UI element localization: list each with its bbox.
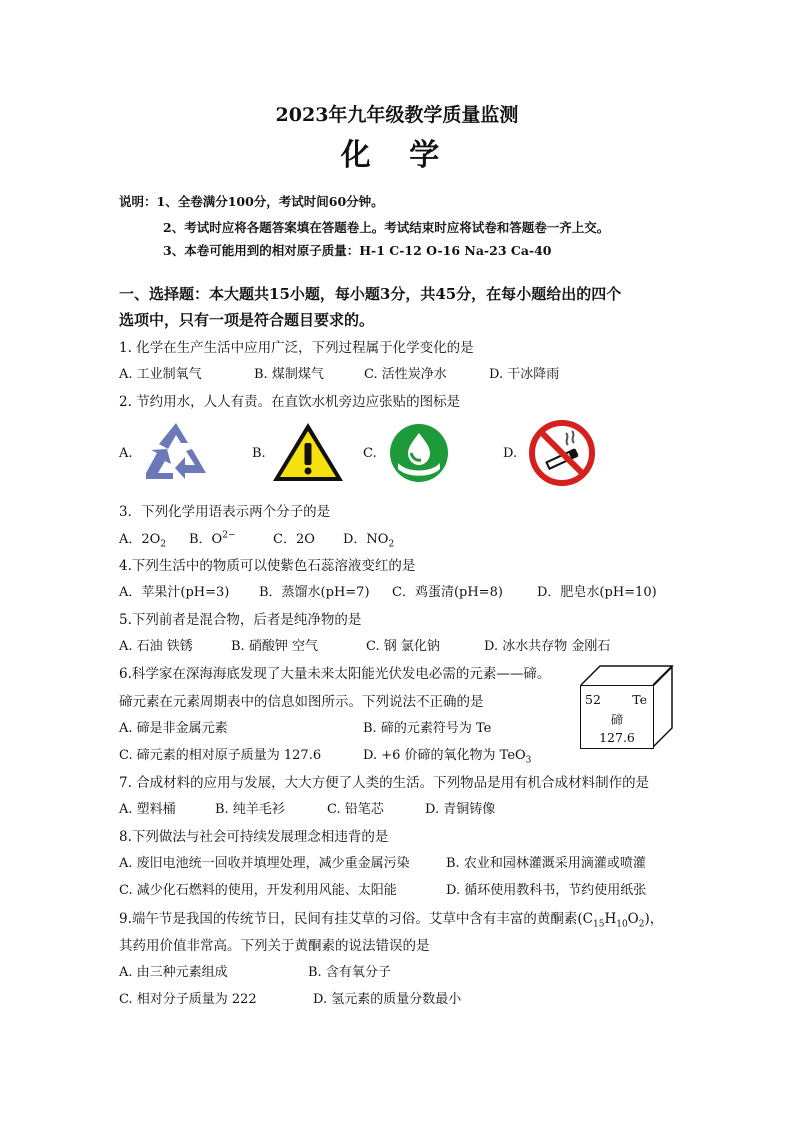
q8-option-b: B. 农业和园林灌溉采用滴灌或喷灌 [446, 856, 646, 871]
q6-option-c: C. 碲元素的相对原子质量为 127.6 [119, 748, 322, 763]
q2-stem: 2. 节约用水，人人有责。在直饮水机旁边应张贴的图标是 [119, 394, 461, 410]
q9-stem-line1: 9.端午节是我国的传统节日，民间有挂艾草的习俗。艾草中含有丰富的黄酮素$(C_{15}H_{10}O_2)$， [119, 911, 664, 930]
warning-icon [271, 421, 345, 483]
q4-option-a: A．苹果汁(pH=3) [119, 585, 230, 600]
q4-option-c: C．鸡蛋清(pH=8) [392, 585, 503, 600]
q7-option-c: C. 铅笔芯 [327, 802, 384, 817]
element-card-tellurium [580, 685, 654, 749]
no-smoking-icon [528, 419, 596, 487]
q6-stem-line1: 6.科学家在深海海底发现了大量未来太阳能光伏发电必需的元素——碲。 [119, 666, 551, 682]
q2-option-d: D. [503, 446, 518, 461]
q2-option-a: A. [119, 446, 133, 461]
q4-options [119, 581, 657, 600]
element-symbol: Te [632, 692, 647, 707]
q6-option-b: B. 碲的元素符号为 Te [363, 721, 492, 736]
q4-option-d: D．肥皂水(pH=10) [537, 585, 657, 600]
q1-options [119, 363, 559, 382]
element-name: 碲 [610, 712, 624, 727]
atomic-number: 52 [585, 692, 601, 707]
q8-option-a: A. 废旧电池统一回收并填埋处理，减少重金属污染 [119, 856, 410, 871]
q6-option-d: D. +6 价碲的氧化物为 TeO$_3$ [363, 748, 532, 766]
exam-title: 2023年九年级教学质量监测 [275, 104, 519, 126]
q4-option-b: B．蒸馏水(pH=7) [259, 585, 370, 600]
q3-option-c: C．2O [273, 532, 315, 547]
subject-title: 化 学 [340, 138, 454, 173]
q5-options [119, 635, 610, 654]
q1-option-a: A. 工业制氧气 [119, 367, 202, 382]
q8-option-c: C. 减少化石燃料的使用，开发利用风能、太阳能 [119, 883, 397, 898]
atomic-mass: 127.6 [599, 730, 635, 745]
q5-option-c: C. 钢 氯化钠 [366, 639, 440, 654]
q9-option-d: D. 氢元素的质量分数最小 [313, 992, 462, 1007]
q3-option-a: A．$2O_2$ [119, 532, 167, 550]
q7-option-b: B. 纯羊毛衫 [215, 802, 285, 817]
q7-option-d: D. 青铜铸像 [425, 802, 496, 817]
q9-option-c: C. 相对分子质量为 222 [119, 992, 257, 1007]
recycle-icon [143, 421, 209, 481]
q1-option-b: B. 煤制煤气 [254, 367, 324, 382]
q2-option-b: B. [252, 446, 266, 461]
q2-option-c: C. [363, 446, 377, 461]
q3-option-b: B．$O^{2-}$ [189, 530, 236, 547]
q7-option-a: A. 塑料桶 [119, 802, 176, 817]
q5-option-b: B. 硝酸钾 空气 [231, 639, 318, 654]
q3-stem: 3．下列化学用语表示两个分子的是 [119, 504, 331, 520]
q7-stem: 7. 合成材料的应用与发展，大大方便了人类的生活。下列物品是用有机合成材料制作的是 [119, 775, 650, 791]
section-heading-line1: 一、选择题：本大题共15小题，每小题3分，共45分，在每小题给出的四个 [119, 285, 622, 303]
q5-stem: 5.下列前者是混合物，后者是纯净物的是 [119, 612, 362, 628]
q5-option-a: A. 石油 铁锈 [119, 639, 193, 654]
q9-option-b: B. 含有氧分子 [308, 965, 391, 980]
q8-option-d: D. 循环使用教科书，节约使用纸张 [446, 883, 647, 898]
q4-stem: 4.下列生活中的物质可以使紫色石蕊溶液变红的是 [119, 558, 416, 574]
element-card-top-edge [580, 664, 674, 686]
q6-stem-line2: 碲元素在元素周期表中的信息如图所示。下列说法不正确的是 [119, 694, 484, 710]
q1-option-c: C. 活性炭净水 [364, 367, 447, 382]
note-1: 说明：1、全卷满分100分，考试时间60分钟。 [119, 194, 384, 209]
q9-option-a: A. 由三种元素组成 [119, 965, 228, 980]
q1-stem: 1. 化学在生产生活中应用广泛，下列过程属于化学变化的是 [119, 340, 474, 356]
q8-stem: 8.下列做法与社会可持续发展理念相违背的是 [119, 829, 389, 845]
water-saving-icon [389, 423, 449, 483]
q7-options [119, 798, 495, 817]
section-heading-line2: 选项中，只有一项是符合题目要求的。 [119, 311, 375, 329]
q9-stem-line2: 其药用价值非常高。下列关于黄酮素的说法错误的是 [119, 938, 430, 954]
note-2: 2、考试时应将各题答案填在答题卷上。考试结束时应将试卷和答题卷一齐上交。 [163, 220, 610, 235]
q5-option-d: D. 冰水共存物 金刚石 [484, 639, 611, 654]
q1-option-d: D. 干冰降雨 [489, 367, 560, 382]
q3-options [119, 528, 394, 550]
q6-option-a: A. 碲是非金属元素 [119, 721, 228, 736]
note-3: 3、本卷可能用到的相对原子质量：H-1 C-12 O-16 Na-23 Ca-40 [163, 243, 552, 258]
q3-option-d: D．$NO_2$ [343, 532, 395, 550]
